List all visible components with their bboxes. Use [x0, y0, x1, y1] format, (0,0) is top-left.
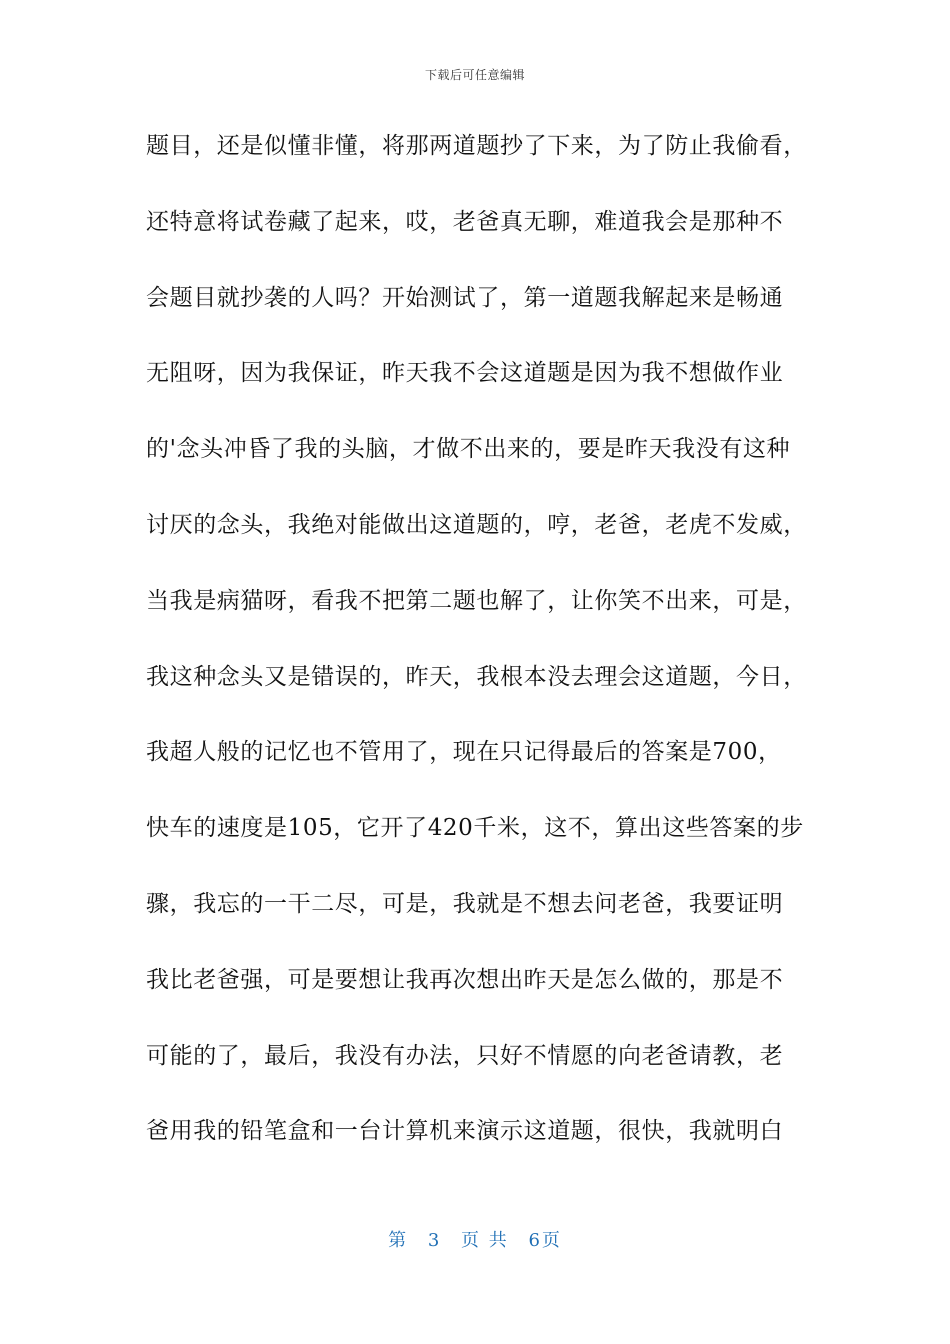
footer-middle: 页 共: [461, 1230, 509, 1251]
footer-total-pages: 6页: [528, 1230, 562, 1251]
page-footer: [0, 1226, 950, 1252]
text-line: 我比老爸强，可是要想让我再次想出昨天是怎么做的，那是不: [146, 966, 784, 993]
text-line: 爸用我的铅笔盒和一台计算机来演示这道题，很快，我就明白: [146, 1118, 784, 1145]
text-line: 可能的了，最后，我没有办法，只好不情愿的向老爸请教，老: [146, 1042, 784, 1069]
text-line: 快车的速度是105，它开了420千米，这不，算出这些答案的步: [146, 815, 804, 842]
text-line: 讨厌的念头，我绝对能做出这道题的，哼，老爸，老虎不发威，: [146, 511, 807, 538]
footer-page-number: 3: [427, 1230, 442, 1251]
text-line: 我超人般的记忆也不管用了，现在只记得最后的答案是700，: [146, 739, 782, 766]
footer-prefix: 第: [388, 1230, 409, 1251]
text-line: 骤，我忘的一干二尽，可是，我就是不想去问老爸，我要证明: [146, 890, 784, 917]
text-line: 当我是病猫呀，看我不把第二题也解了，让你笑不出来，可是，: [146, 587, 807, 614]
text-line: 会题目就抄袭的人吗？开始测试了，第一道题我解起来是畅通: [146, 284, 784, 311]
text-line: 的'念头冲昏了我的头脑，才做不出来的，要是昨天我没有这种: [146, 436, 791, 463]
text-line: 题目，还是似懂非懂，将那两道题抄了下来，为了防止我偷看，: [146, 133, 807, 159]
text-line: 我这种念头又是错误的，昨天，我根本没去理会这道题，今日，: [146, 663, 807, 690]
text-line: 还特意将试卷藏了起来，哎，老爸真无聊，难道我会是那种不: [146, 208, 784, 235]
document-body: [146, 120, 816, 1181]
page-header: 下载后可任意编辑: [424, 68, 525, 82]
text-line: 无阻呀，因为我保证，昨天我不会这道题是因为我不想做作业: [146, 360, 784, 387]
